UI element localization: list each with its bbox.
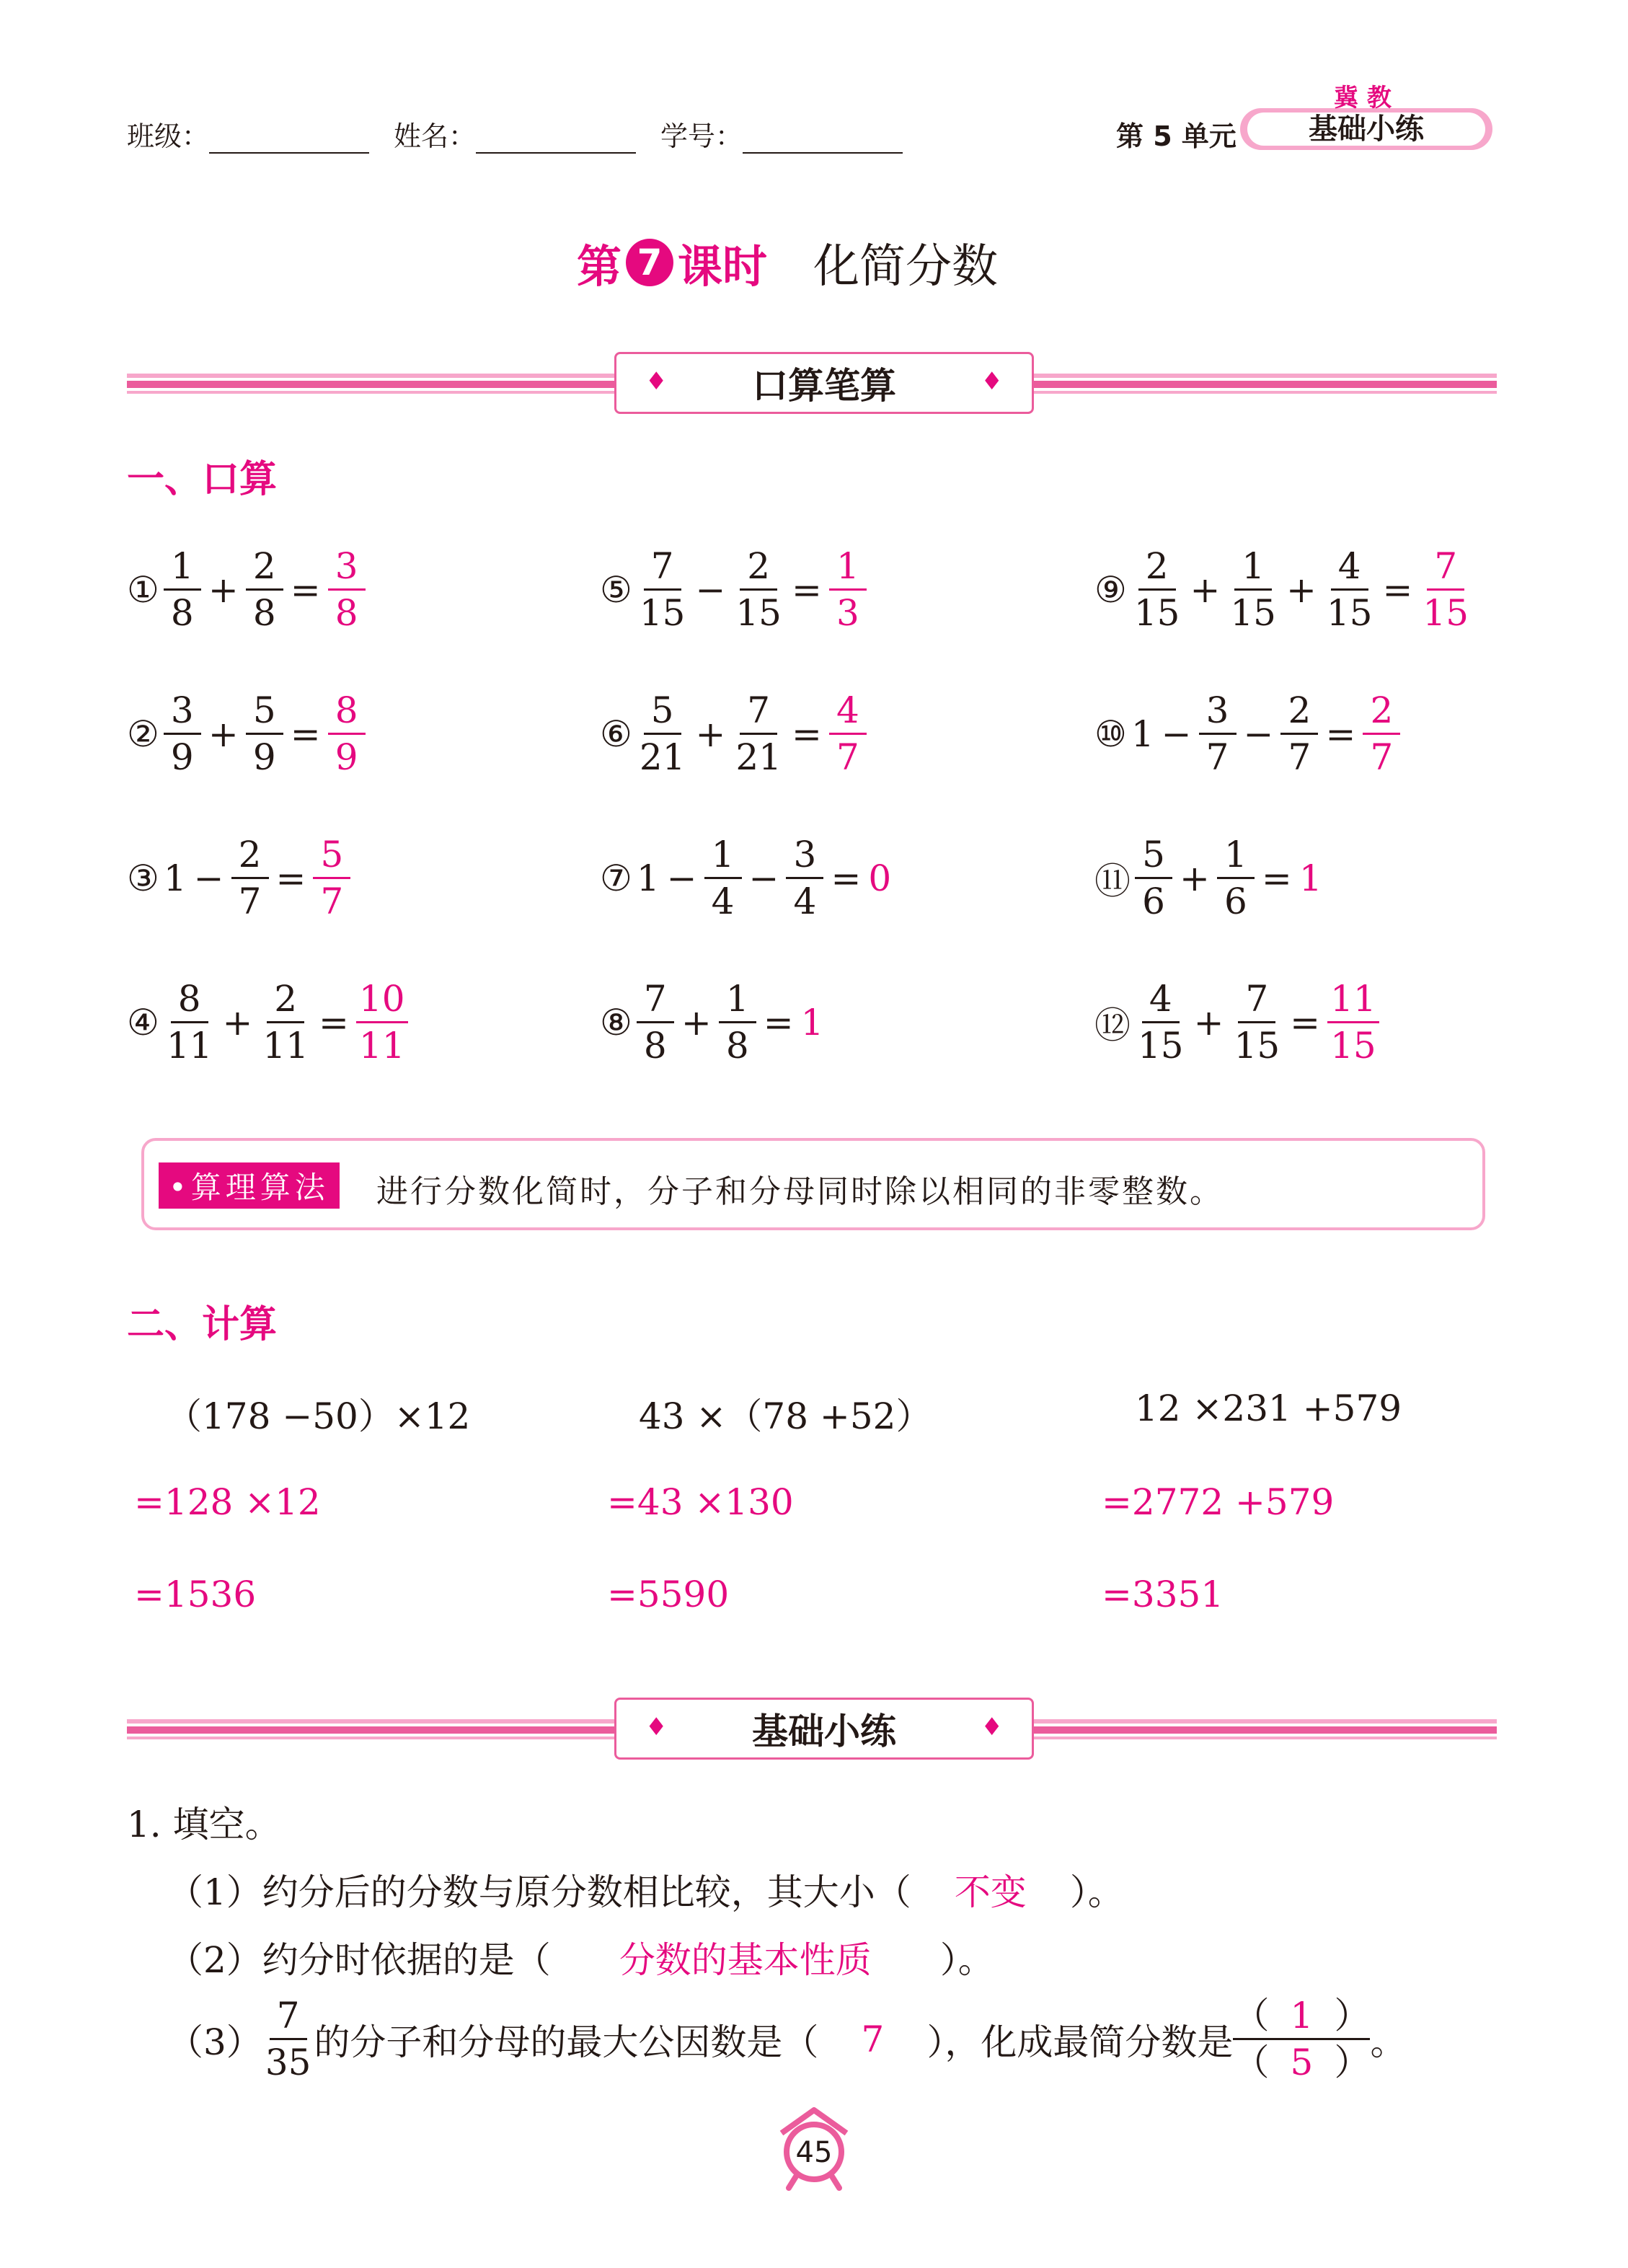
question-1-1: （1）约分后的分数与原分数相比较，其大小（ 不变 ）。 xyxy=(167,1863,1124,1915)
tip-text: 进行分数化简时，分子和分母同时除以相同的非零整数。 xyxy=(376,1173,1224,1210)
student-number-field: 学号： xyxy=(660,114,903,154)
page-number-badge xyxy=(774,2104,854,2191)
answer-blank[interactable]: 7 xyxy=(861,2018,885,2060)
calc-2-step: =43 ×130 xyxy=(607,1481,794,1523)
lesson-number-badge: 7 xyxy=(626,239,673,286)
oral-item-6: ⑥ $\frac{5}{21}$ + $\frac{7}{21}$ = $\frac{4}{7}$ xyxy=(600,692,867,775)
diamond-icon: ♦ xyxy=(981,1713,1003,1742)
heading-calc: 二、计算 xyxy=(127,1303,278,1346)
oral-item-4: ④ $\frac{8}{11}$ + $\frac{2}{11}$ = $\frac{10}{11}$ xyxy=(127,981,408,1064)
section-title-calc: ♦ 口算笔算 ♦ xyxy=(614,352,1034,414)
oral-item-8: ⑧ $\frac{7}{8}$ + $\frac{1}{8}$ = 1 xyxy=(600,978,824,1067)
oral-item-12: ⑫ $\frac{4}{15}$ + $\frac{7}{15}$ = $\frac{11}{15}$ xyxy=(1094,981,1379,1064)
calc-3-step: =2772 +579 xyxy=(1102,1481,1335,1523)
calc-3-question: 12 ×231 +579 xyxy=(1135,1387,1402,1429)
class-field: 班级： xyxy=(127,114,369,154)
number-blank[interactable] xyxy=(743,129,903,154)
calc-1-question: （178 −50）×12 xyxy=(166,1395,471,1437)
calc-1-result: =1536 xyxy=(134,1574,257,1615)
diamond-icon: ♦ xyxy=(645,1713,668,1742)
section-title-basic: ♦ 基础小练 ♦ xyxy=(614,1698,1034,1760)
tip-badge: •算理算法 xyxy=(159,1162,340,1209)
question-1-2: （2）约分时依据的是（ 分数的基本性质 ）。 xyxy=(167,1931,994,1983)
lesson-topic: 化简分数 xyxy=(813,240,999,294)
oral-item-5: ⑤ $\frac{7}{15}$ − $\frac{2}{15}$ = $\frac{1}{3}$ xyxy=(600,548,867,631)
calc-1-step: =128 ×12 xyxy=(134,1481,321,1523)
heading-oral: 一、口算 xyxy=(127,458,278,501)
page-number: 45 xyxy=(795,2136,833,2169)
page-title: 第 7 课时 化简分数 xyxy=(577,229,998,296)
answer-blank[interactable]: 分数的基本性质 xyxy=(619,1939,872,1981)
oral-item-10: ⑩ 1 − $\frac{3}{7}$ − $\frac{2}{7}$ = $\frac{2}{7}$ xyxy=(1094,692,1400,775)
oral-item-3: ③ 1 − $\frac{2}{7}$ = $\frac{5}{7}$ xyxy=(127,837,350,919)
name-field: 姓名： xyxy=(394,114,636,154)
diamond-icon: ♦ xyxy=(981,367,1003,396)
calc-3-result: =3351 xyxy=(1102,1574,1224,1615)
brand-top: 冀 教 xyxy=(1334,84,1392,112)
name-blank[interactable] xyxy=(476,129,636,154)
question-1-title: 1. 填空。 xyxy=(127,1804,281,1845)
brand-logo: 基础小练 xyxy=(1240,101,1492,153)
oral-item-1: ① $\frac{1}{8}$ + $\frac{2}{8}$ = $\frac{3}{8}$ xyxy=(127,548,366,631)
class-blank[interactable] xyxy=(209,129,369,154)
oral-item-7: ⑦ 1 − $\frac{1}{4}$ − $\frac{3}{4}$ = 0 xyxy=(600,834,892,922)
oral-item-9: ⑨ $\frac{2}{15}$ + $\frac{1}{15}$ + $\frac{4}{15}$ = $\frac{7}{15}$ xyxy=(1094,545,1469,634)
diamond-icon: ♦ xyxy=(645,367,668,396)
oral-item-11: ⑪ $\frac{5}{6}$ + $\frac{1}{6}$ = 1 xyxy=(1094,834,1322,922)
calc-2-question: 43 ×（78 +52） xyxy=(639,1395,932,1437)
calc-2-result: =5590 xyxy=(607,1574,730,1615)
question-1-3: （3） $\frac{7}{35}$ 的分子和分母的最大公因数是（ 7 ），化成最简分数是 （ 1 ） （ 5 ） 。 xyxy=(167,1995,1407,2083)
unit-label: 第 5 单元 xyxy=(1116,120,1237,152)
answer-fraction[interactable]: （ 1 ） （ 5 ） xyxy=(1233,1995,1371,2083)
oral-item-2: ② $\frac{3}{9}$ + $\frac{5}{9}$ = $\frac{8}{9}$ xyxy=(127,692,366,775)
tip-box xyxy=(141,1138,1485,1230)
answer-blank[interactable]: 不变 xyxy=(954,1871,1027,1913)
